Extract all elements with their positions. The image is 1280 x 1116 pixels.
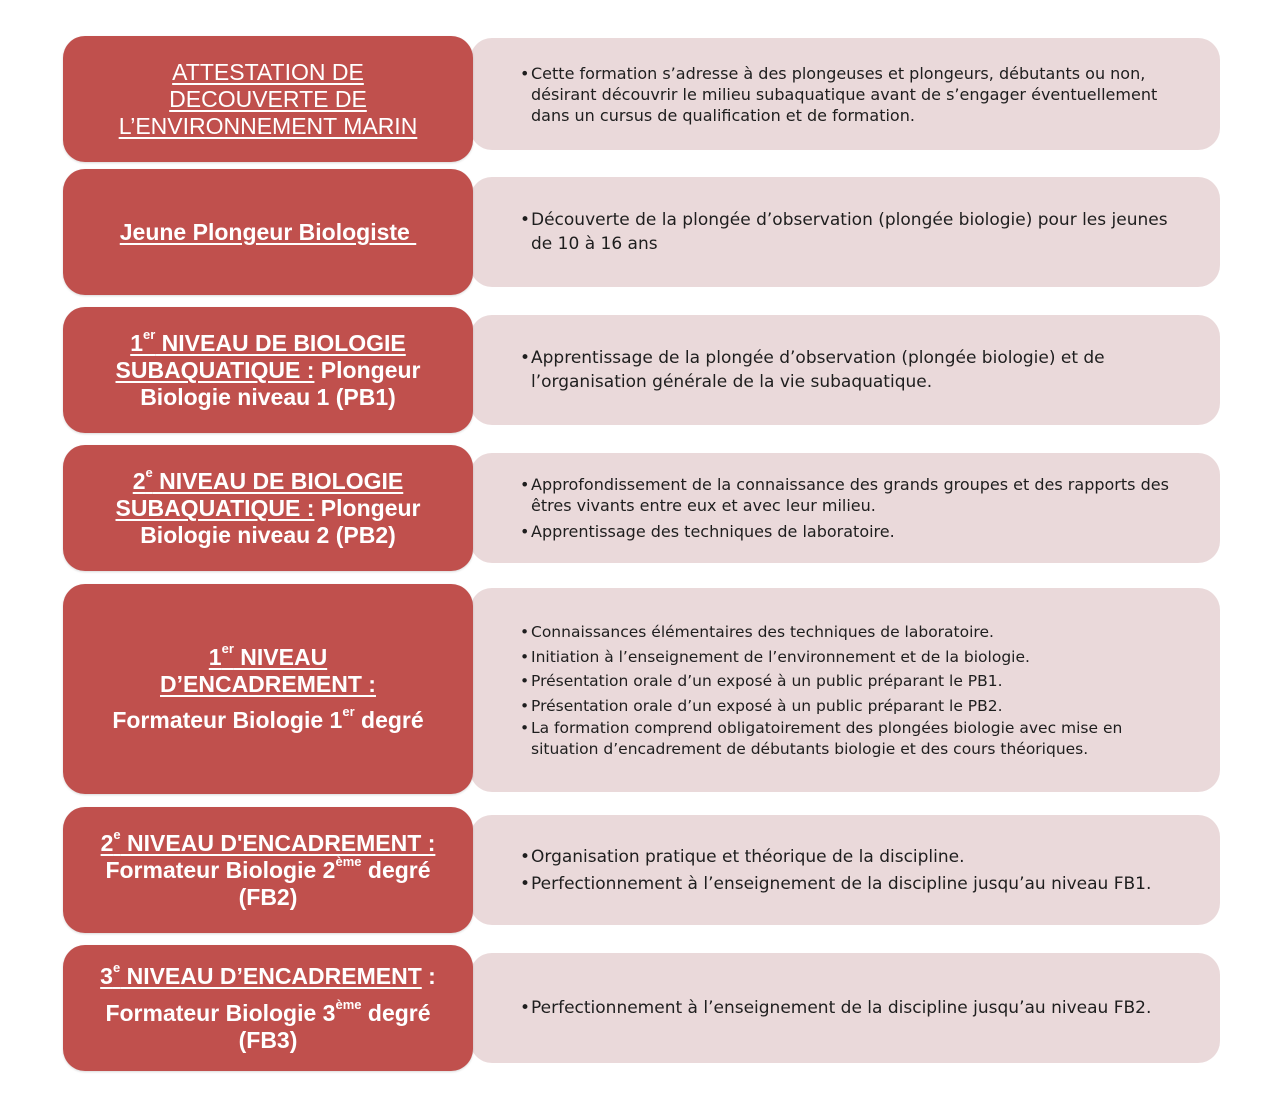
row-4-title-num: 2 — [132, 467, 146, 494]
row-3-title-u1: NIVEAU DE BIOLOGIE — [155, 329, 406, 356]
row-7-description — [470, 953, 1220, 1063]
row-5-title-rest-a: Formateur Biologie 1 — [112, 707, 343, 733]
row-2-description — [470, 177, 1220, 287]
row-2-title-box — [63, 169, 473, 295]
row-1-title-box — [63, 36, 473, 162]
row-7-title-sup: e — [112, 959, 121, 975]
row-7-title-u1-tail: : — [421, 962, 436, 989]
row-7-title-u1: NIVEAU D’ENCADREMENT — [120, 962, 422, 989]
row-2-title: Jeune Plongeur Biologiste — [119, 218, 417, 245]
row-6-description — [470, 815, 1220, 925]
row-5-title-num: 1 — [208, 644, 222, 670]
row-7-title-num: 3 — [100, 962, 113, 989]
row-2-bullet-1: • Découverte de la plongée d’observation (plongée biologie) pour les jeunes de 10 à 16 ans — [520, 208, 1180, 256]
row-5-description — [470, 588, 1220, 792]
row-5-bullet-3: • Présentation orale d’un exposé à un public préparant le PB1. — [520, 669, 1180, 694]
row-6-title-rest-a: Formateur Biologie 2 — [105, 856, 336, 883]
row-5-title-sup: er — [221, 641, 234, 656]
row-6-bullet-2: • Perfectionnement à l’enseignement de la discipline jusqu’au niveau FB1. — [520, 872, 1180, 896]
row-4-title-box — [63, 445, 473, 571]
row-5-title-rest-sup: er — [342, 704, 355, 719]
row-4-bullet-2: • Apprentissage des techniques de laboratoire. — [520, 521, 1180, 542]
row-6-title-num: 2 — [100, 829, 114, 856]
row-4-title-u1: NIVEAU DE BIOLOGIE — [152, 467, 404, 494]
row-7-title-box — [63, 945, 473, 1071]
row-7-title-rest-c: (FB3) — [238, 1026, 298, 1053]
row-5-title-u2: D’ENCADREMENT : — [160, 671, 376, 697]
row-3-bullet-1: • Apprentissage de la plongée d’observation (plongée biologie) et de l’organisation générale de la vie subaquatique. — [520, 346, 1180, 394]
row-6-title-u1: NIVEAU D'ENCADREMENT : — [120, 829, 436, 856]
row-5-bullet-2: • Initiation à l’enseignement de l’environnement et de la biologie. — [520, 645, 1180, 670]
row-1-title-line-2: DECOUVERTE DE — [169, 85, 367, 112]
row-4-title-u2: SUBAQUATIQUE : — [115, 494, 315, 521]
row-3-title-rest-2: Biologie niveau 1 (PB1) — [140, 383, 396, 410]
row-5-bullet-5: • La formation comprend obligatoirement des plongées biologie avec mise en situation d’encadrement de débutants biologie et des cours théoriques. — [520, 718, 1180, 760]
row-1-title-line-3: L’ENVIRONNEMENT MARIN — [118, 112, 418, 139]
row-3-title-rest-1: Plongeur — [314, 356, 421, 383]
row-3-title-box — [63, 307, 473, 433]
row-4-bullet-1: • Approfondissement de la connaissance des grands groupes et des rapports des êtres vivants entre eux et avec leur milieu. — [520, 474, 1180, 516]
row-1-title-line-1: ATTESTATION DE — [172, 58, 364, 85]
row-3-title-num: 1 — [130, 329, 143, 356]
row-6-title-rest-b: degré — [361, 856, 431, 883]
row-5-title-u1: NIVEAU — [233, 644, 328, 670]
row-6-title-box — [63, 807, 473, 933]
row-4-title-rest-2: Biologie niveau 2 (PB2) — [140, 521, 396, 548]
row-3-description — [470, 315, 1220, 425]
row-1-description — [470, 38, 1220, 150]
row-6-title-rest-sup: ème — [335, 853, 362, 869]
row-6-bullet-1: • Organisation pratique et théorique de la discipline. — [520, 845, 1180, 869]
row-1-bullet-1: • Cette formation s’adresse à des plongeuses et plongeurs, débutants ou non, désirant découvrir le milieu subaquatique avant de s’engager éventuellement dans un cursus de qualification et de formation. — [520, 63, 1180, 126]
row-7-title-rest-a: Formateur Biologie 3 — [105, 999, 336, 1026]
row-3-title-sup: er — [143, 326, 156, 342]
row-4-description — [470, 453, 1220, 563]
row-5-title-rest-b: degré — [354, 707, 424, 733]
row-6-title-sup: e — [113, 826, 121, 842]
row-7-bullet-1: • Perfectionnement à l’enseignement de la discipline jusqu’au niveau FB2. — [520, 996, 1180, 1020]
row-5-bullet-1: • Connaissances élémentaires des techniques de laboratoire. — [520, 620, 1180, 645]
row-7-title-rest-b: degré — [361, 999, 431, 1026]
row-7-title-rest-sup: ème — [335, 996, 362, 1012]
row-4-title-rest-1: Plongeur — [314, 494, 421, 521]
row-4-title-sup: e — [145, 464, 153, 480]
row-6-title-rest-c: (FB2) — [238, 883, 298, 910]
row-3-title-u2: SUBAQUATIQUE : — [115, 356, 315, 383]
row-5-bullet-4: • Présentation orale d’un exposé à un public préparant le PB2. — [520, 694, 1180, 719]
row-5-title-box — [63, 584, 473, 794]
